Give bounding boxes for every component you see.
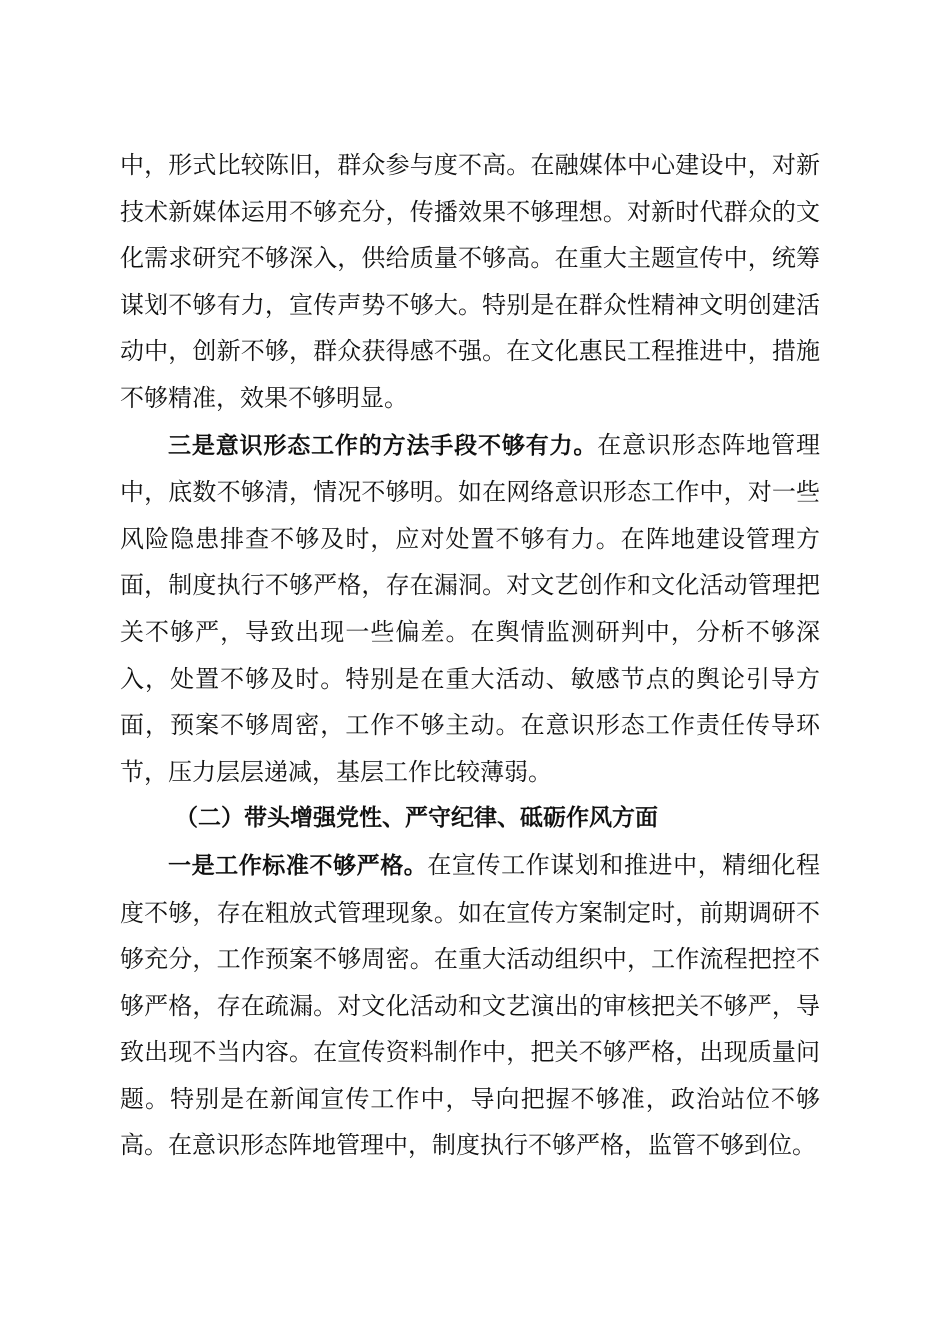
paragraph-text: 在意识形态阵地管理中，底数不够清，情况不够明。如在网络意识形态工作中，对一些风险隐患排查不够及时，应对处置不够有力。在阵地建设管理方面，制度执行不够严格，存在漏洞。对文艺创作和文化活动管理把关不够严，导致出现一些偏差。在舆情监测研判中，分析不够深入，处置不够及时。特别是在重大活动、敏感节点的舆论引导方面，预案不够周密，工作不够主动。在意识形态工作责任传导环节，压力层层递减，基层工作比较薄弱。 [120, 430, 821, 786]
section-heading: （二）带头增强党性、严守纪律、砥砺作风方面 [175, 805, 658, 832]
paragraph-continuation [120, 142, 820, 422]
document-body [120, 142, 820, 1169]
paragraph-text: 在宣传工作谋划和推进中，精细化程度不够，存在粗放式管理现象。如在宣传方案制定时，前期调研不够充分，工作预案不够周密。在重大活动组织中，工作流程把控不够严格，存在疏漏。对文化活动和文艺演出的审核把关不够严，导致出现不当内容。在宣传资料制作中，把关不够严格，出现质量问题。特别是在新闻宣传工作中，导向把握不够准，政治站位不够高。在意识形态阵地管理中，制度执行不够严格，监管不够到位。 [120, 850, 821, 1160]
paragraph-lead-bold: 一是工作标准不够严格。 [168, 852, 428, 879]
paragraph-methods [120, 422, 820, 796]
paragraph-lead-bold: 三是意识形态工作的方法手段不够有力。 [168, 432, 598, 459]
paragraph-text: 中，形式比较陈旧，群众参与度不高。在融媒体中心建设中，对新技术新媒体运用不够充分，传播效果不够理想。对新时代群众的文化需求研究不够深入，供给质量不够高。在重大主题宣传中，统筹谋划不够有力，宣传声势不够大。特别是在群众性精神文明创建活动中，创新不够，群众获得感不强。在文化惠民工程推进中，措施不够精准，效果不够明显。 [120, 151, 820, 412]
paragraph-work-standards [120, 842, 820, 1169]
